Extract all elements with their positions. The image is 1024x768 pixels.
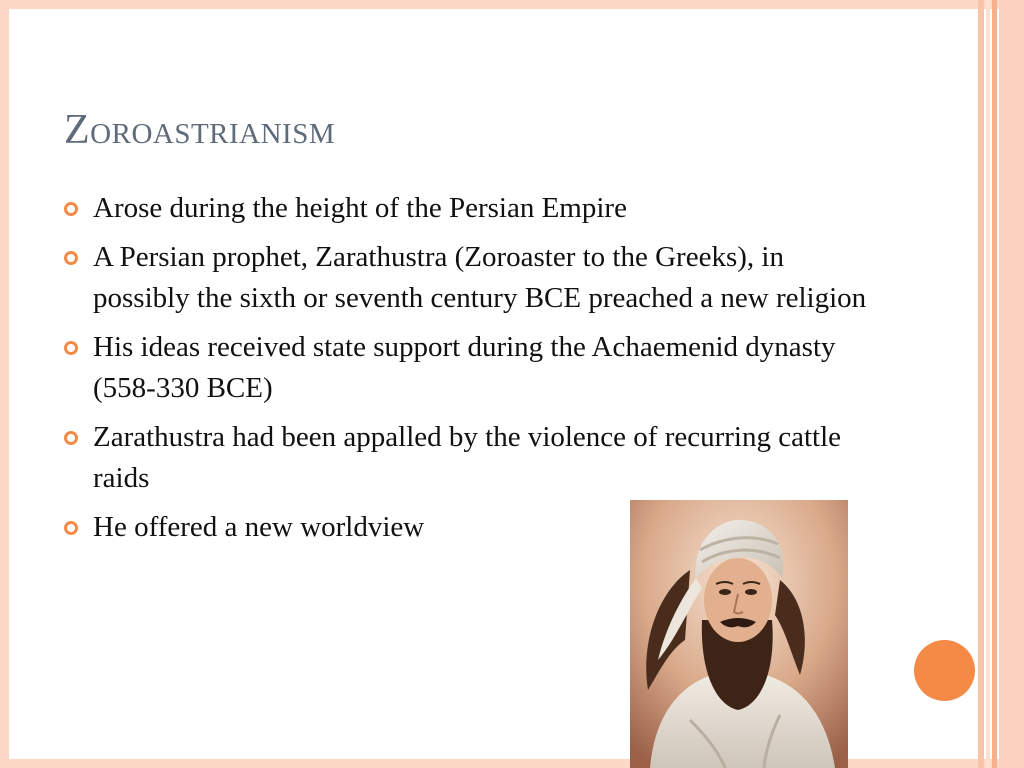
- bullet-text: His ideas received state support during the Achaemenid dynasty (558-330 BCE): [93, 331, 836, 404]
- frame-border-top: [0, 0, 1024, 9]
- decorative-stripe: [978, 0, 984, 768]
- circle-bullet-icon: [64, 431, 78, 445]
- decorative-stripe: [986, 0, 990, 768]
- bullet-text: Zarathustra had been appalled by the violence of recurring cattle raids: [93, 421, 842, 494]
- bullet-item: [64, 417, 874, 499]
- frame-border-bottom: [0, 759, 1024, 768]
- bullet-item: [64, 327, 874, 409]
- portrait-image: [630, 500, 848, 768]
- bullet-text: Arose during the height of the Persian Empire: [93, 192, 627, 224]
- decorative-stripe: [992, 0, 997, 768]
- circle-bullet-icon: [64, 521, 78, 535]
- circle-bullet-icon: [64, 251, 78, 265]
- frame-border-left: [0, 0, 9, 768]
- bullet-item: [64, 188, 874, 229]
- slide-title: Zoroastrianism: [64, 107, 336, 153]
- decorative-stripe: [999, 0, 1024, 768]
- decorative-circle: [914, 640, 975, 701]
- bullet-item: [64, 237, 874, 319]
- circle-bullet-icon: [64, 341, 78, 355]
- bullet-text: He offered a new worldview: [93, 511, 425, 543]
- circle-bullet-icon: [64, 202, 78, 216]
- bullet-text: A Persian prophet, Zarathustra (Zoroaster to the Greeks), in possibly the sixth or seventh century BCE preached a new religion: [93, 241, 867, 314]
- portrait-illustration: [630, 500, 848, 768]
